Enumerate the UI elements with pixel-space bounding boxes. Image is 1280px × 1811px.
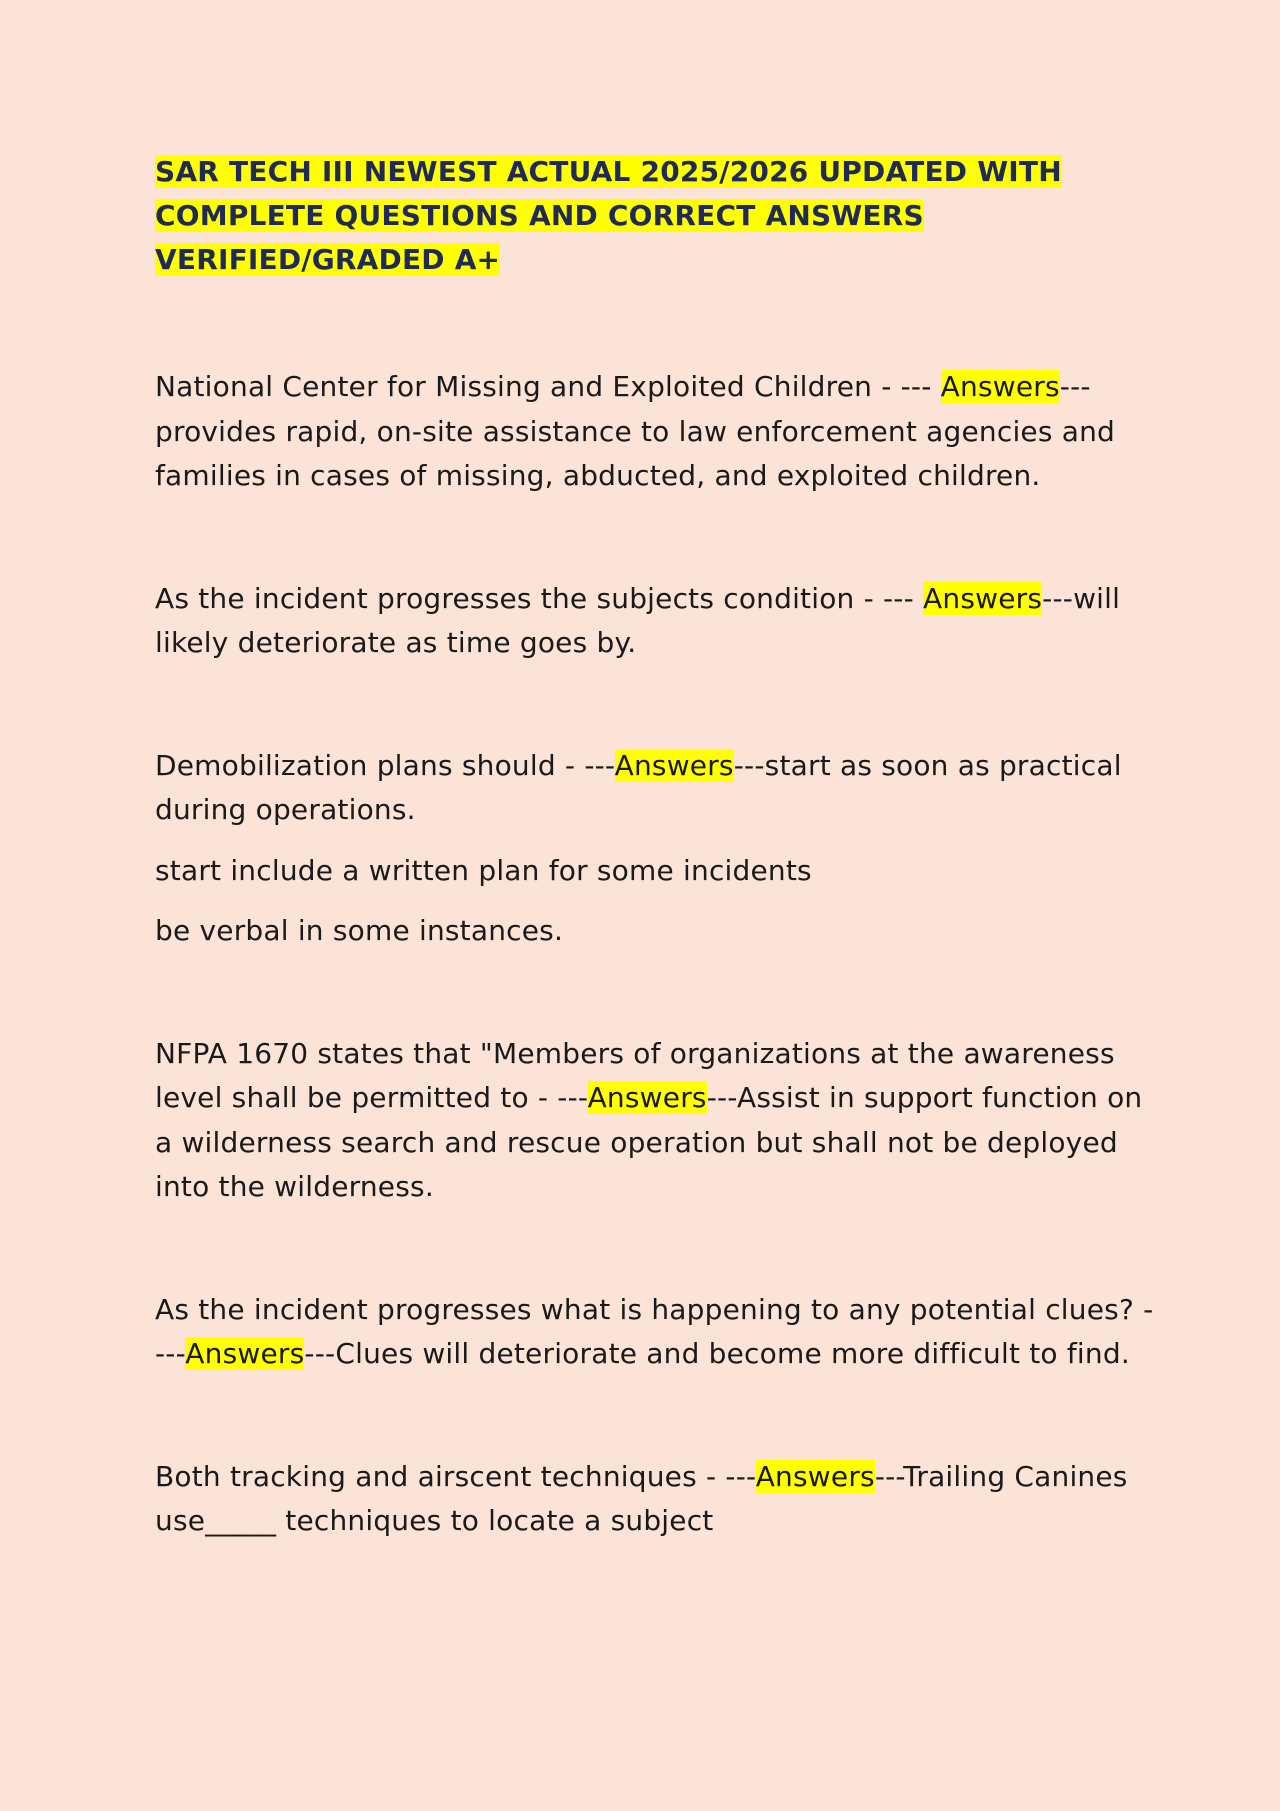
answer-separator: --- [557,1081,588,1114]
answer-separator: --- [883,581,914,615]
answer-separator: --- [733,748,765,782]
qa-item [155,744,1160,833]
qa-group [155,744,1160,954]
answer-extra-line: be verbal in some instances. [155,914,564,947]
qa-list [155,365,1160,1544]
answer-separator: --- [900,370,932,403]
answer-text: will likely deteriorate as time goes by. [155,581,1121,659]
title-line: SAR TECH III NEWEST ACTUAL 2025/2026 UPDATED WITH [155,155,1062,188]
answer-separator: --- [706,1081,737,1114]
answer-text: provides rapid, on-site assistance to law enforcement agencies and families in cases of missing, abducted, and exploited children. [155,414,1116,492]
question-text: NFPA 1670 states that "Members of organizations at the awareness level shall be permitted to - [155,1036,1115,1114]
answer-text: Assist in support function on a wilderness search and rescue operation but shall not be deployed into the wilderness. [155,1081,1143,1203]
answers-label: Answers [185,1337,305,1370]
answer-separator: --- [584,748,615,782]
answer-text: Trailing Canines use_____ techniques to locate a subject [155,1459,1128,1537]
document-title [155,150,1160,282]
question-text: Both tracking and airscent techniques - [155,1459,726,1493]
answer-separator: --- [1042,581,1074,615]
qa-item [155,365,1160,499]
answers-label: Answers [614,748,734,782]
answer-text: start as soon as practical during operations. [155,748,1122,826]
qa-item [155,577,1160,666]
question-text: As the incident progresses the subjects condition - [155,581,883,615]
answer-separator: --- [1059,370,1091,403]
answers-label: Answers [587,1081,707,1114]
answers-label: Answers [923,581,1043,615]
answers-label: Answers [940,370,1060,403]
title-line: COMPLETE QUESTIONS AND CORRECT ANSWERS [155,199,924,232]
answer-separator: --- [725,1459,756,1493]
title-line: VERIFIED/GRADED A+ [155,243,501,276]
qa-item [155,1455,1160,1544]
question-text: National Center for Missing and Exploited Children - [155,370,901,403]
answer-separator: --- [155,1337,186,1370]
question-text: Demobilization plans should - [155,748,585,782]
qa-item [155,1288,1160,1377]
qa-item [155,1032,1160,1210]
answer-text: Clues will deteriorate and become more difficult to find. [335,1337,1130,1370]
answer-separator: --- [304,1337,336,1370]
answer-separator: --- [874,1459,904,1493]
question-text: As the incident progresses what is happening to any potential clues? - [155,1292,1154,1326]
answer-extra-line: start include a written plan for some incidents [155,853,812,887]
answers-label: Answers [755,1459,875,1493]
